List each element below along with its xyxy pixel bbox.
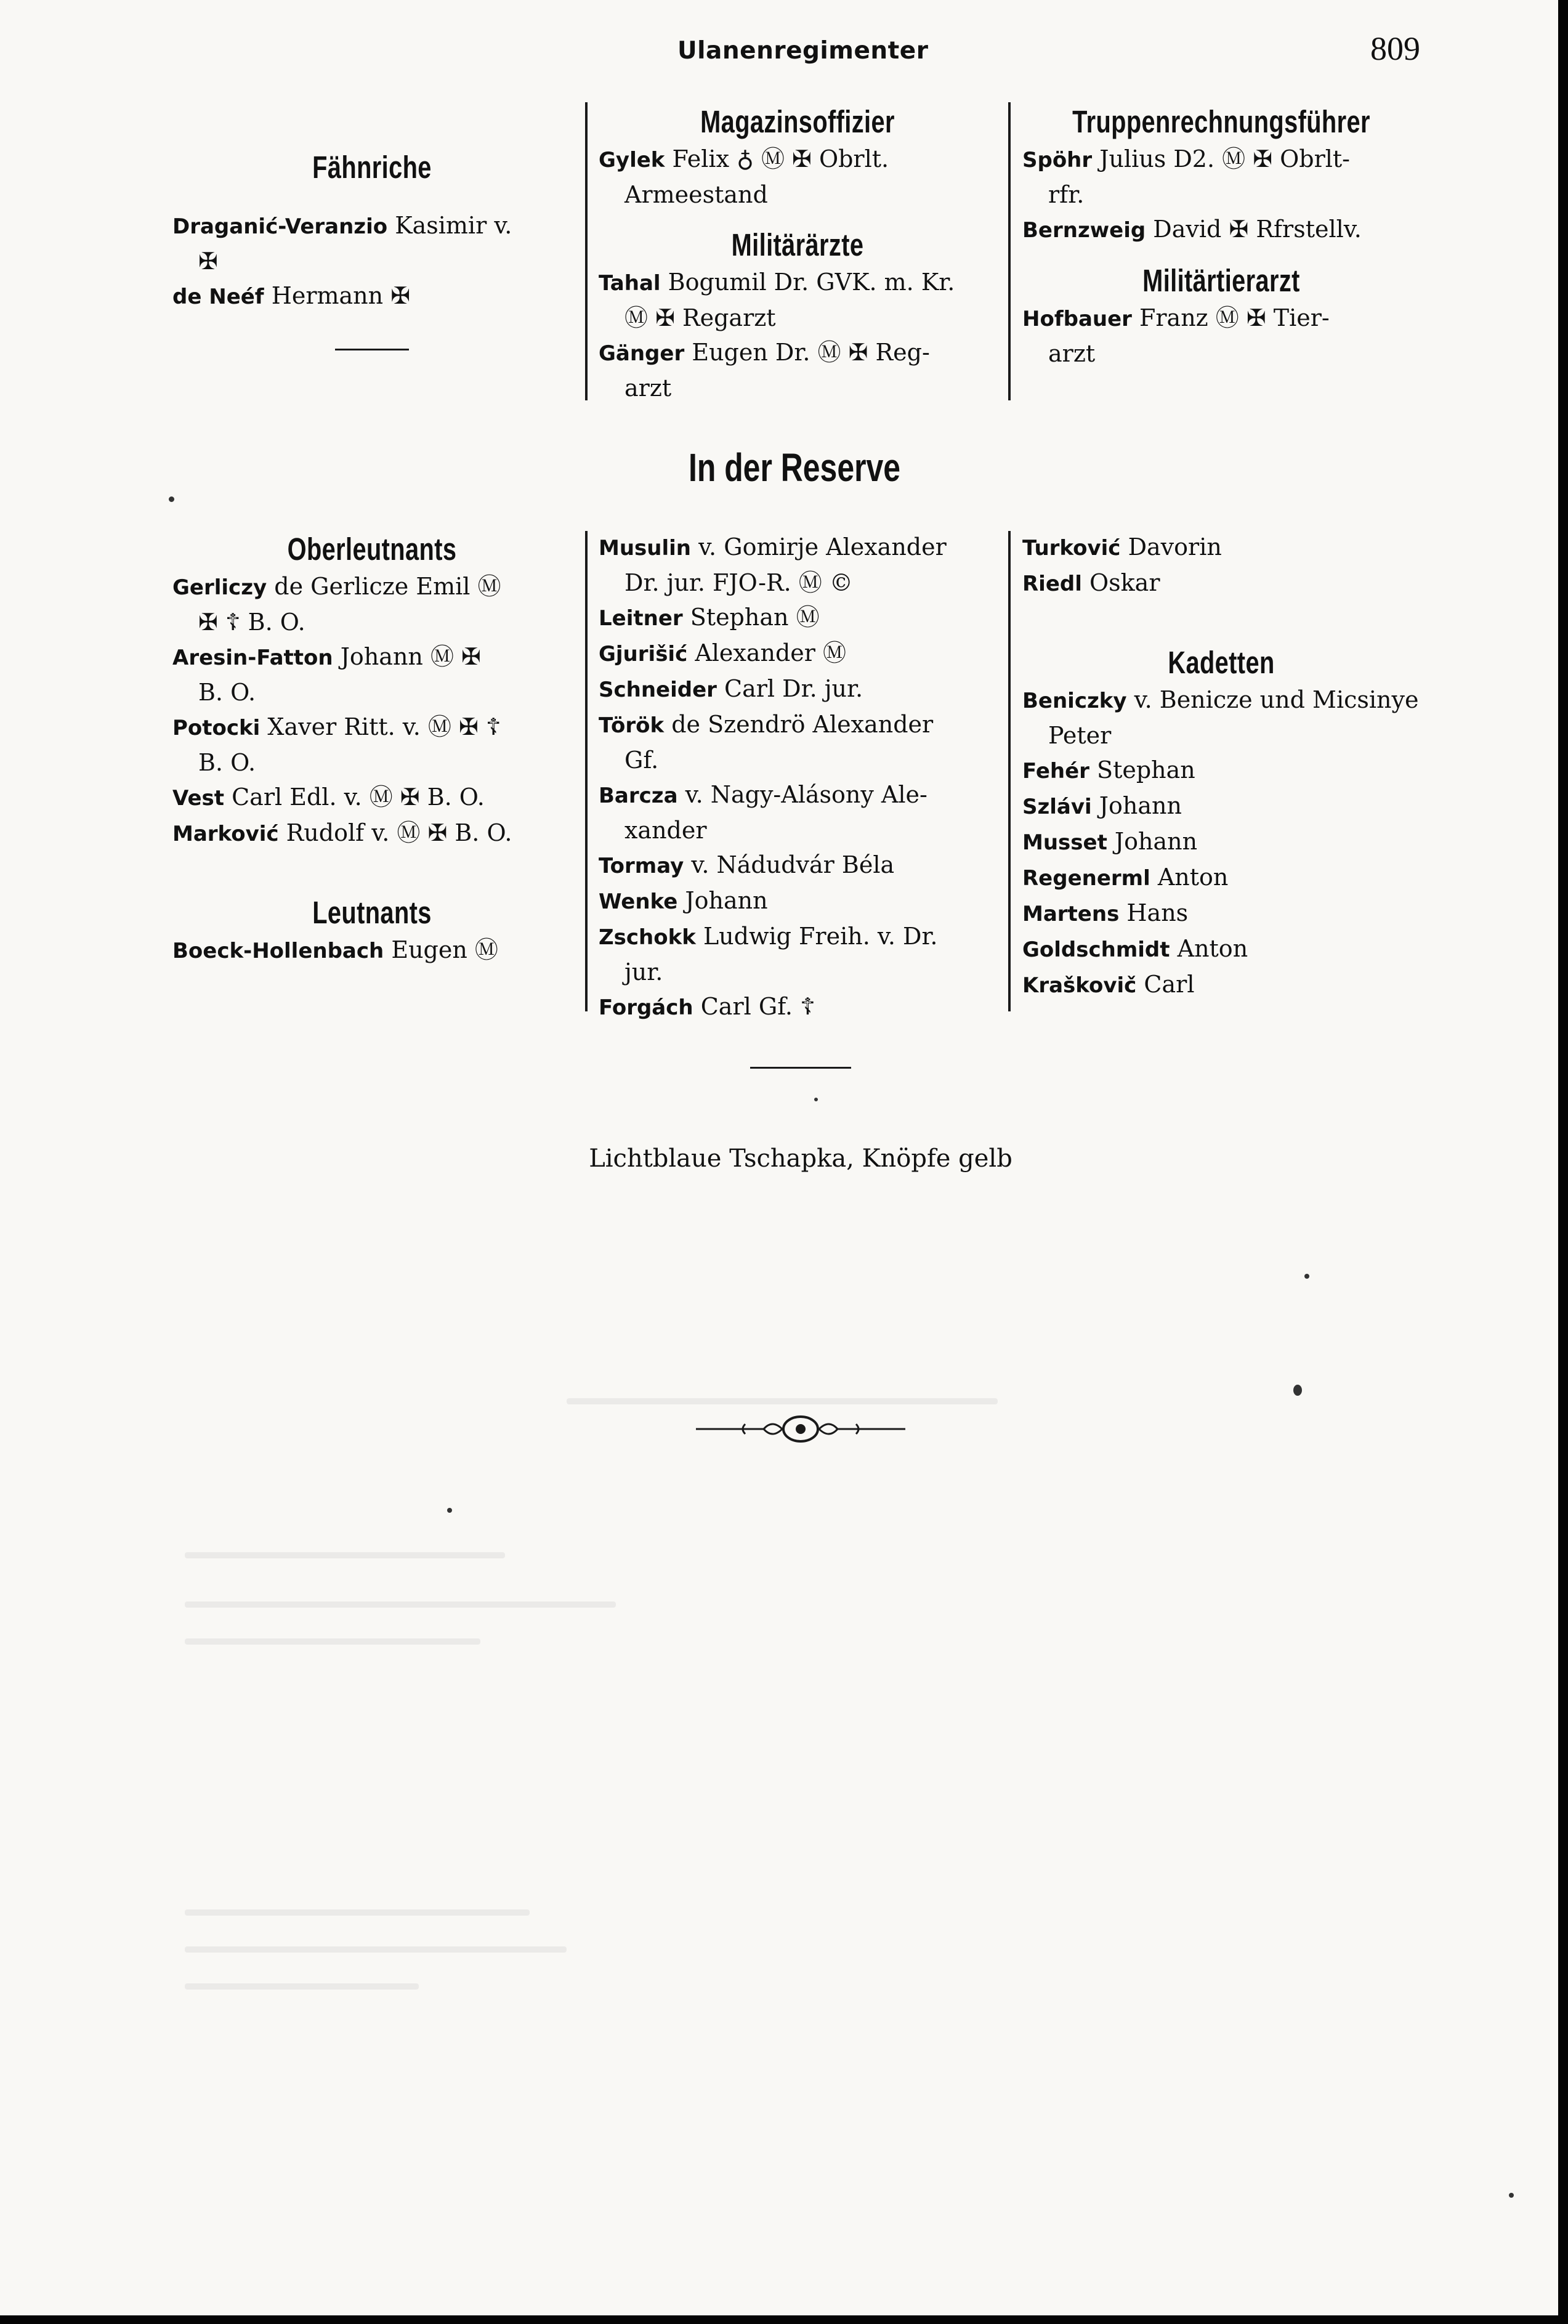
- surname: Gänger: [599, 341, 685, 366]
- surname: Spöhr: [1022, 148, 1093, 172]
- entry-continuation: ✠ ☦ B. O.: [198, 609, 305, 636]
- section-title: In der Reserve: [688, 445, 901, 490]
- heading-militaertierarzt: Militärtierarzt: [1142, 263, 1300, 298]
- roster-entry: [599, 919, 996, 989]
- entry-details: v. Benicze und Micsinye: [1134, 686, 1419, 713]
- bleed-through: [185, 1983, 419, 1990]
- roster-entry: [172, 208, 572, 278]
- entry-continuation: Gf.: [624, 747, 659, 774]
- entry-details: Carl Dr. jur.: [724, 675, 863, 702]
- bleed-through: [185, 1909, 530, 1916]
- entry-details: Bogumil Dr. GVK. m. Kr.: [668, 269, 955, 296]
- roster-entry: [599, 777, 996, 848]
- surname: Martens: [1022, 902, 1120, 926]
- entry-details: Anton: [1157, 864, 1229, 891]
- page-number: 809: [1370, 30, 1420, 67]
- surname: Marković: [172, 822, 279, 846]
- entry-continuation: rfr.: [1048, 181, 1085, 208]
- heading-militaraerzte: Militärärzte: [731, 227, 864, 262]
- scan-speck: [1304, 1274, 1309, 1279]
- surname: Zschokk: [599, 925, 696, 950]
- column-fahnriche: [172, 102, 572, 350]
- surname: Draganić-Veranzio: [172, 214, 388, 239]
- entry-details: Felix ♁ Ⓜ ✠ Obrlt.: [672, 145, 889, 172]
- entry-list: [172, 933, 572, 968]
- surname: Kraškovič: [1022, 973, 1137, 998]
- roster-entry: [1022, 896, 1420, 931]
- surname: Gylek: [599, 148, 665, 172]
- roster-entry: [172, 816, 572, 851]
- surname: Fehér: [1022, 759, 1089, 783]
- roster-entry: [1022, 753, 1420, 788]
- entry-details: Stephan: [1097, 756, 1195, 783]
- entry-list: [1022, 530, 1420, 601]
- surname: Potocki: [172, 716, 261, 740]
- column-divider: [1008, 102, 1011, 400]
- scan-speck: [1293, 1385, 1302, 1396]
- roster-entry: [172, 780, 572, 816]
- surname: Bernzweig: [1022, 218, 1146, 243]
- heading-oberleutnants: Oberleutnants: [287, 532, 457, 567]
- entry-details: Davorin: [1128, 533, 1222, 561]
- entry-details: Julius D2. Ⓜ ✠ Obrlt-: [1099, 145, 1351, 172]
- surname: Musulin: [599, 536, 691, 561]
- scan-speck: [447, 1508, 452, 1513]
- roster-entry: [172, 710, 572, 780]
- roster-entry: [599, 989, 996, 1025]
- surname: Aresin-Fatton: [172, 646, 333, 670]
- roster-entry: [1022, 212, 1420, 248]
- roster-entry: [172, 639, 572, 710]
- surname: Boeck-Hollenbach: [172, 939, 384, 963]
- entry-details: Ludwig Freih. v. Dr.: [703, 923, 938, 950]
- roster-entry: [599, 265, 996, 335]
- column-magazinsoffizier: [599, 102, 996, 405]
- surname: Gerliczy: [172, 575, 267, 600]
- roster-entry: [1022, 788, 1420, 824]
- surname: Musset: [1022, 830, 1107, 855]
- entry-details: de Gerlicze Emil Ⓜ: [274, 573, 501, 600]
- scan-border-right: [1558, 0, 1568, 2324]
- entry-continuation: jur.: [624, 958, 663, 986]
- scan-speck: [814, 1098, 818, 1101]
- column-kadetten: [1022, 530, 1420, 1003]
- column-reserve-continued: [599, 530, 996, 1025]
- entry-details: Stephan Ⓜ: [690, 604, 820, 631]
- bleed-through: [185, 1552, 505, 1558]
- roster-entry: [599, 600, 996, 636]
- roster-entry: [1022, 860, 1420, 896]
- entry-list: [1022, 682, 1420, 1003]
- scan-speck: [1509, 2193, 1514, 2198]
- entry-list: [172, 569, 572, 851]
- bleed-through: [185, 1601, 616, 1608]
- column-truppenrechnungsfuehrer: [1022, 102, 1420, 371]
- bleed-through: [185, 1638, 480, 1645]
- entry-list: [599, 530, 996, 1025]
- entry-details: Kasimir v.: [395, 212, 512, 239]
- entry-details: David ✠ Rfrstellv.: [1153, 216, 1362, 243]
- bleed-through: [567, 1398, 998, 1404]
- entry-details: Johann Ⓜ ✠: [340, 643, 481, 670]
- surname: Tahal: [599, 271, 661, 296]
- column-divider: [585, 102, 588, 400]
- entry-details: Carl: [1144, 971, 1195, 998]
- surname: Szlávi: [1022, 795, 1092, 819]
- surname: Leitner: [599, 606, 683, 631]
- roster-entry: [1022, 142, 1420, 212]
- section-divider: [750, 1067, 851, 1069]
- entry-continuation: Armeestand: [624, 181, 768, 208]
- entry-details: Eugen Dr. Ⓜ ✠ Reg-: [692, 339, 930, 366]
- entry-details: Oskar: [1089, 569, 1160, 596]
- column-divider: [585, 531, 588, 1011]
- heading-kadetten: Kadetten: [1168, 645, 1275, 680]
- entry-continuation: Dr. jur. FJO-R. Ⓜ ©: [624, 569, 853, 596]
- heading-leutnants: Leutnants: [312, 895, 432, 930]
- entry-continuation: Ⓜ ✠ Regarzt: [624, 304, 776, 331]
- surname: Turković: [1022, 536, 1121, 561]
- entry-details: Hermann ✠: [271, 282, 411, 309]
- roster-entry: [1022, 682, 1420, 753]
- roster-entry: [1022, 565, 1420, 601]
- entry-details: v. Nádudvár Béla: [691, 851, 895, 878]
- surname: Tormay: [599, 854, 684, 878]
- running-head: Ulanenregimenter: [677, 37, 929, 65]
- entry-details: Alexander Ⓜ: [695, 639, 847, 666]
- scan-border-bottom: [0, 2315, 1568, 2324]
- roster-entry: [1022, 931, 1420, 967]
- roster-entry: [599, 848, 996, 883]
- entry-continuation: B. O.: [198, 749, 256, 776]
- surname: Török: [599, 713, 665, 738]
- entry-list: [599, 142, 996, 212]
- roster-entry: [599, 636, 996, 671]
- roster-entry: [172, 278, 572, 314]
- entry-details: Johann: [1114, 828, 1198, 855]
- surname: Wenke: [599, 889, 678, 914]
- ornament-divider-icon: [696, 1411, 905, 1450]
- roster-entry: [599, 335, 996, 405]
- entry-details: de Szendrö Alexander: [671, 711, 934, 738]
- surname: Barcza: [599, 783, 678, 808]
- surname: Goldschmidt: [1022, 937, 1170, 962]
- roster-entry: [599, 883, 996, 919]
- surname: Regenerml: [1022, 866, 1150, 891]
- roster-entry: [1022, 301, 1420, 371]
- surname: Hofbauer: [1022, 307, 1132, 331]
- surname: Gjurišić: [599, 642, 688, 666]
- entry-details: Xaver Ritt. v. Ⓜ ✠ ☦: [267, 713, 501, 740]
- surname: Riedl: [1022, 572, 1082, 596]
- roster-entry: [599, 142, 996, 212]
- roster-entry: [172, 569, 572, 639]
- entry-details: Hans: [1126, 899, 1189, 926]
- entry-details: Johann: [685, 887, 768, 914]
- scan-speck: [169, 496, 174, 502]
- entry-details: v. Gomirje Alexander: [698, 533, 947, 561]
- entry-continuation: xander: [624, 817, 707, 844]
- entry-continuation: ✠: [198, 248, 218, 275]
- entry-details: Eugen Ⓜ: [391, 936, 498, 963]
- entry-details: Anton: [1177, 935, 1248, 962]
- roster-entry: [599, 530, 996, 600]
- column-oberleutnants: [172, 530, 572, 968]
- surname: de Neéf: [172, 285, 264, 309]
- entry-details: Carl Gf. ☦: [700, 993, 815, 1020]
- roster-entry: [599, 671, 996, 707]
- roster-entry: [599, 707, 996, 777]
- surname: Beniczky: [1022, 689, 1127, 713]
- roster-entry: [172, 933, 572, 968]
- roster-entry: [1022, 824, 1420, 860]
- uniform-note: Lichtblaue Tschapka, Knöpfe gelb: [589, 1144, 1012, 1173]
- surname: Vest: [172, 786, 225, 811]
- bleed-through: [185, 1946, 567, 1953]
- heading-truppenrechnungsfuehrer: Truppenrechnungsführer: [1072, 104, 1370, 139]
- heading-fahnriche: Fähnriche: [312, 150, 432, 185]
- entry-continuation: Peter: [1048, 722, 1112, 749]
- surname: Forgách: [599, 995, 693, 1020]
- entry-continuation: B. O.: [198, 679, 256, 706]
- entry-continuation: arzt: [624, 375, 672, 402]
- entry-details: Johann: [1099, 792, 1182, 819]
- roster-entry: [1022, 967, 1420, 1003]
- column-divider: [1008, 531, 1011, 1011]
- entry-list: [1022, 142, 1420, 248]
- entry-continuation: arzt: [1048, 340, 1096, 367]
- entry-details: v. Nagy-Alásony Ale-: [685, 781, 927, 808]
- entry-details: Carl Edl. v. Ⓜ ✠ B. O.: [232, 783, 485, 811]
- entry-details: Franz Ⓜ ✠ Tier-: [1139, 304, 1330, 331]
- surname: Schneider: [599, 678, 717, 702]
- entry-details: Rudolf v. Ⓜ ✠ B. O.: [286, 819, 512, 846]
- heading-magazinsoffizier: Magazinsoffizier: [700, 104, 895, 139]
- entry-list: [172, 208, 572, 314]
- section-divider: [335, 349, 409, 350]
- entry-list: [1022, 301, 1420, 371]
- roster-entry: [1022, 530, 1420, 565]
- entry-list: [599, 265, 996, 405]
